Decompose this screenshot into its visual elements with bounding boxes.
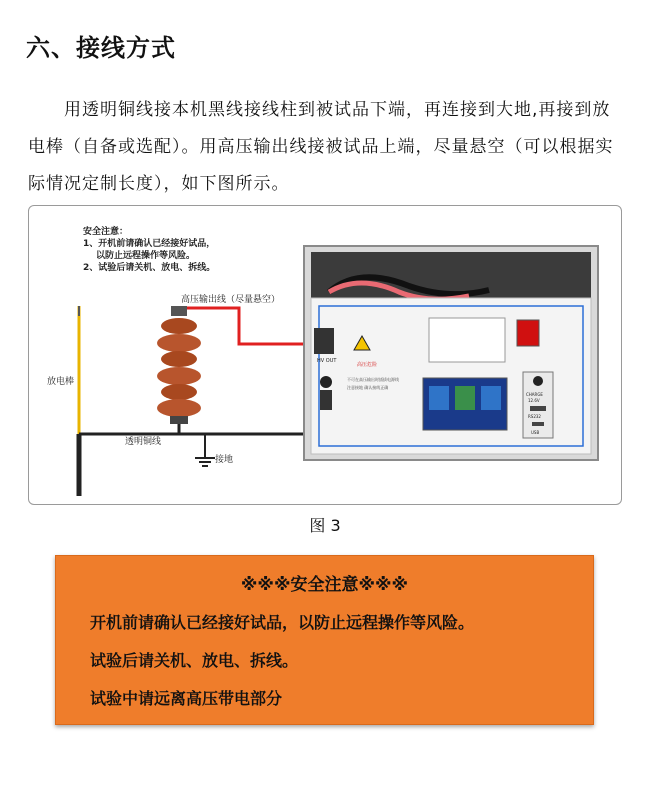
- printer-slot: [429, 318, 505, 362]
- hv-output-wire: [179, 308, 319, 344]
- hv-out-terminal: [314, 328, 334, 354]
- port-label-charge: CHARGE: [526, 392, 543, 397]
- section-paragraph: [28, 92, 624, 203]
- notice-line-3: 2、试验后请关机、放电、拆线。: [83, 263, 216, 273]
- notice-title: 安全注意：: [83, 227, 129, 237]
- notice-line-1: 1、开机前请确认已经接好试品，: [83, 239, 216, 249]
- paragraph-text: 用透明铜线接本机黑线接线柱到被试品下端，再连接到大地,再接到放电棒（自备或选配）。用高压输出线接被试品上端，尽量悬空（可以根据实际情况定制长度），如下图所示。: [28, 100, 614, 194]
- port-label-usb: USB: [531, 430, 540, 435]
- device-hv-out-label: HV OUT: [317, 358, 337, 364]
- label-hv-line: 高压输出线（尽量悬空）: [181, 295, 281, 305]
- label-ground: 接地: [215, 455, 234, 465]
- copper-wire-rod: [79, 416, 179, 434]
- safety-notice-box: [55, 555, 594, 725]
- port-label-rs232: RS232: [528, 414, 541, 419]
- wiring-diagram-figure: [28, 205, 622, 505]
- device-panel-line-2: 注意接地 确认接线正确: [347, 385, 389, 390]
- safety-title: ※※※安全注意※※※: [240, 575, 409, 595]
- ground-terminal: [320, 376, 332, 388]
- safety-line-2: 试验后请关机、放电、拆线。: [90, 651, 299, 670]
- test-device: [304, 246, 598, 460]
- device-warning-label: 高压危险: [357, 362, 378, 368]
- power-switch: [517, 320, 539, 346]
- section-heading: 六、接线方式: [26, 33, 176, 62]
- label-copper-wire: 透明铜线: [125, 437, 162, 447]
- figure-caption: 图 3: [309, 516, 341, 535]
- label-discharge-rod: 放电棒: [47, 377, 75, 387]
- safety-line-3: 试验中请远离高压带电部分: [90, 689, 283, 708]
- ground-symbol: [195, 458, 215, 466]
- notice-line-2: 以防止远程操作等风险。: [96, 251, 196, 261]
- port-label-voltage: 12.6V: [528, 398, 540, 403]
- test-object-arrester: [157, 306, 201, 424]
- safety-line-1: 开机前请确认已经接好试品，以防止远程操作等风险。: [90, 613, 475, 632]
- wiring-diagram: [29, 206, 621, 504]
- device-panel-line-1: 不可在高压输出时插拔电源线: [347, 377, 399, 382]
